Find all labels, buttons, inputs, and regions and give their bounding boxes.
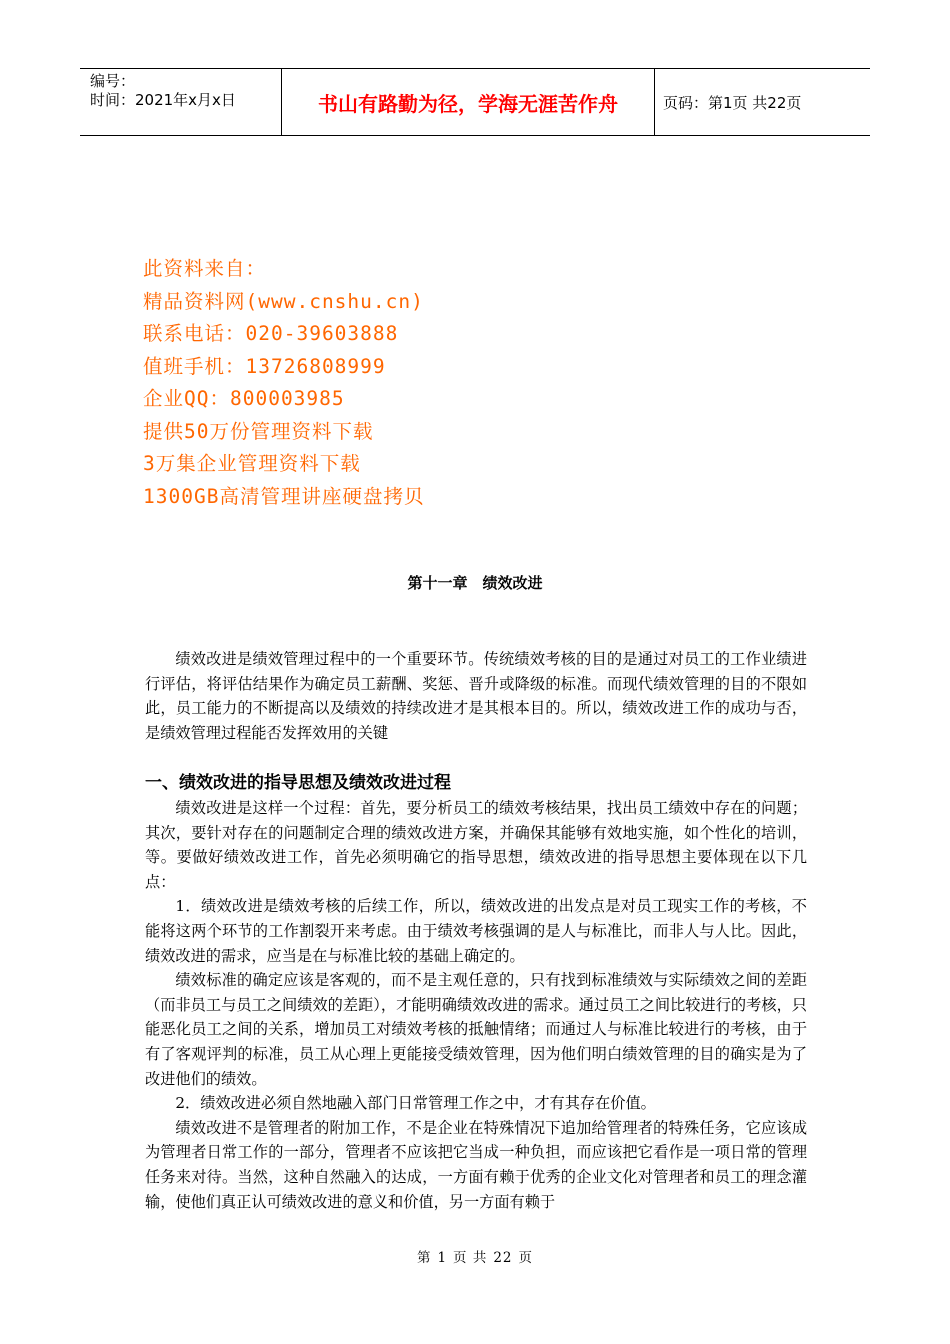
- promo-line: 联系电话：020-39603888: [143, 322, 399, 345]
- footer-suffix: 页: [518, 1250, 534, 1266]
- page-footer: [0, 1246, 950, 1266]
- promo-block: [143, 253, 424, 513]
- promo-line: 此资料来自：: [143, 257, 267, 280]
- promo-line: 精品资料网(www.cnshu.cn): [143, 289, 424, 313]
- promo-line: 提供50万份管理资料下载: [143, 419, 374, 443]
- date-label: 时间：2021年x月x日: [90, 91, 236, 109]
- chapter-title: 第十一章 绩效改进: [407, 574, 543, 592]
- header-left-cell: [80, 69, 282, 135]
- body-paragraph: 绩效改进不是管理者的附加工作，不是企业在特殊情况下追加给管理者的特殊任务，它应该成为管理者日常工作的一部分，管理者不应该把它当成一种负担，而应该把它看作是一项日常的管理任务来对待。当然，这种自然融入的达成，一方面有赖于优秀的企业文化对管理者和员工的理念灌输，使他们真正认可绩效改进的意义和价值，另一方面有赖于: [145, 1118, 807, 1211]
- body-paragraph: 1．绩效改进是绩效考核的后续工作，所以，绩效改进的出发点是对员工现实工作的考核，不能将这两个环节的工作割裂开来考虑。由于绩效考核强调的是人与标准比，而非人与人比。因此，绩效改进的需求，应当是在与标准比较的基础上确定的。: [145, 897, 807, 965]
- promo-line: 1300GB高清管理讲座硬盘拷贝: [143, 484, 425, 508]
- body-paragraph: 绩效改进是这样一个过程：首先，要分析员工的绩效考核结果，找出员工绩效中存在的问题；其次，要针对存在的问题制定合理的绩效改进方案，并确保其能够有效地实施，如个性化的培训，等。要做好绩效改进工作，首先必须明确它的指导思想，绩效改进的指导思想主要体现在以下几点：: [145, 799, 807, 891]
- footer-total-pages: 22: [493, 1250, 513, 1266]
- intro-paragraph: 绩效改进是绩效管理过程中的一个重要环节。传统绩效考核的目的是通过对员工的工作业绩进行评估，将评估结果作为确定员工薪酬、奖惩、晋升或降级的标准。而现代绩效管理的目的不限如此，员工能力的不断提高以及绩效的持续改进才是其根本目的。所以，绩效改进工作的成功与否，是绩效管理过程能否发挥效用的关键: [145, 650, 807, 742]
- section-heading: 一、绩效改进的指导思想及绩效改进过程: [145, 773, 451, 793]
- promo-line: 值班手机：13726808999: [143, 354, 386, 378]
- footer-prefix: 第: [416, 1250, 432, 1266]
- intro-section: [145, 647, 807, 745]
- serial-label: 编号：: [90, 72, 136, 90]
- page-header: [80, 68, 870, 136]
- header-motto: 书山有路勤为径，学海无涯苦作舟: [282, 69, 655, 135]
- section-1: [145, 770, 807, 1214]
- promo-line: 企业QQ：800003985: [143, 387, 345, 410]
- header-page-info: 页码：第1页 共22页: [663, 93, 802, 112]
- footer-page-number: 1: [437, 1250, 448, 1266]
- promo-line: 3万集企业管理资料下载: [143, 452, 361, 475]
- body-paragraph: 2．绩效改进必须自然地融入部门日常管理工作之中，才有其存在价值。: [175, 1094, 656, 1113]
- footer-middle: 页 共: [453, 1250, 488, 1266]
- body-paragraph: 绩效标准的确定应该是客观的，而不是主观任意的，只有找到标准绩效与实际绩效之间的差距（而非员工与员工之间绩效的差距），才能明确绩效改进的需求。通过员工之间比较进行的考核，只能恶化员工之间的关系，增加员工对绩效考核的抵触情绪；而通过人与标准比较进行的考核，由于有了客观评判的标准，员工从心理上更能接受绩效管理，因为他们明白绩效管理的目的确实是为了改进他们的绩效。: [145, 971, 807, 1088]
